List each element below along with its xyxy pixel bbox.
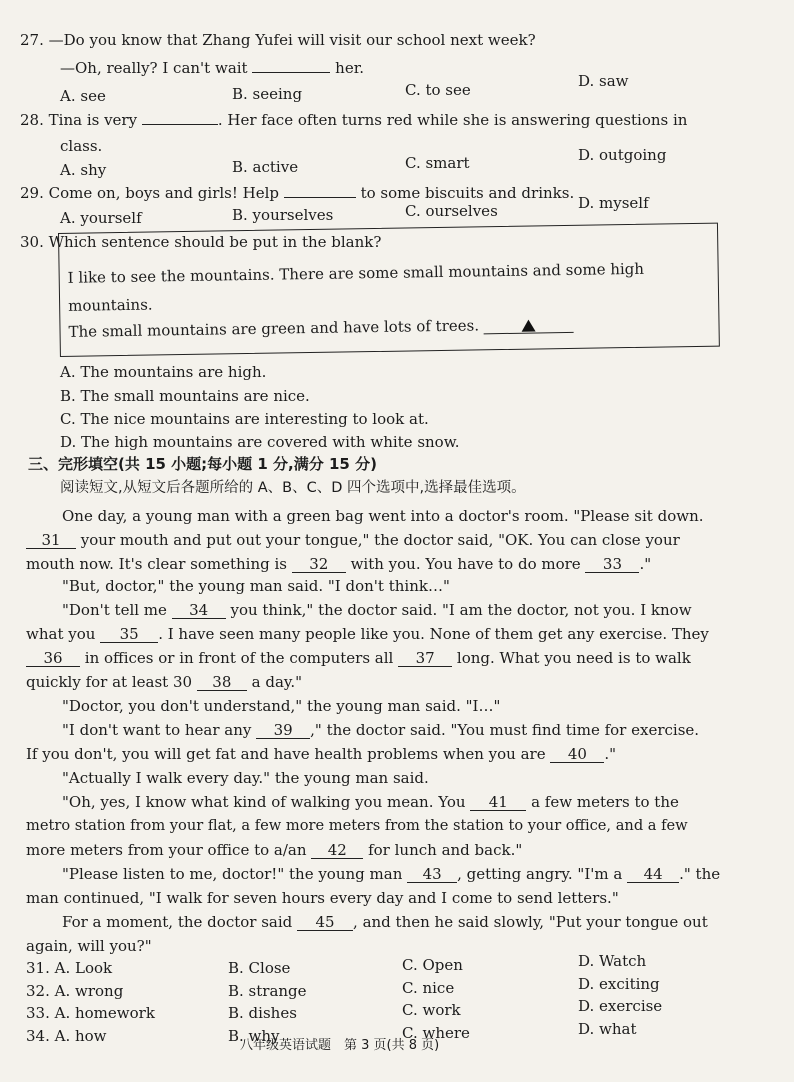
cloze-blank-40[interactable]: 40	[550, 746, 604, 763]
passage-line: man continued, "I walk for seven hours every day and I come to send letters."	[26, 889, 619, 907]
passage-line: quickly for at least 30 38 a day."	[26, 673, 303, 691]
q29-option-d[interactable]: D. myself	[578, 194, 649, 212]
q30-option-b[interactable]: B. The small mountains are nice.	[60, 387, 310, 405]
cloze-blank-32[interactable]: 32	[292, 556, 346, 573]
cloze-blank-36[interactable]: 36	[26, 650, 80, 667]
q30-stem: 30. Which sentence should be put in the blank?	[20, 233, 382, 251]
answer-33-b[interactable]: B. dishes	[228, 1004, 297, 1022]
answer-34-a[interactable]: 34. A. how	[26, 1027, 107, 1045]
q29-stem: 29. Come on, boys and girls! Help to some biscuits and drinks.	[20, 184, 575, 202]
passage-line: what you 35 . I have seen many people like you. None of them get any exercise. They	[26, 625, 709, 643]
cloze-blank-34[interactable]: 34	[172, 602, 226, 619]
answer-32-d[interactable]: D. exciting	[578, 975, 660, 993]
passage-line: For a moment, the doctor said 45 , and then he said slowly, "Put your tongue out	[62, 913, 708, 931]
q28-option-d[interactable]: D. outgoing	[578, 146, 667, 164]
triangle-marker-icon	[522, 320, 536, 332]
q28-blank[interactable]	[142, 124, 218, 125]
cloze-blank-43[interactable]: 43	[407, 866, 457, 883]
q30-box-line3: The small mountains are green and have lots of trees.	[68, 314, 574, 342]
q30-option-c[interactable]: C. The nice mountains are interesting to look at.	[60, 410, 429, 428]
passage-line: 36 in offices or in front of the computers all 37 long. What you need is to walk	[26, 648, 691, 668]
q29-blank[interactable]	[284, 197, 356, 198]
q28-option-a[interactable]: A. shy	[60, 161, 107, 179]
answer-33-c[interactable]: C. work	[402, 1001, 461, 1019]
q27-number: 27.	[20, 31, 44, 49]
passage-line: "But, doctor," the young man said. "I don't think…"	[62, 577, 450, 595]
q29-option-c[interactable]: C. ourselves	[405, 202, 498, 220]
cloze-blank-38[interactable]: 38	[197, 674, 247, 691]
cloze-blank-31[interactable]: 31	[26, 532, 76, 549]
passage-line: mouth now. It's clear something is 32 with you. You have to do more 33 ."	[26, 555, 652, 573]
passage-line: "Doctor, you don't understand," the young man said. "I…"	[62, 697, 501, 715]
section3-title: 三、完形填空(共 15 小题;每小题 1 分,满分 15 分)	[28, 455, 377, 473]
q27-line2: —Oh, really? I can't wait her.	[60, 59, 364, 77]
q30-text-box	[58, 223, 720, 357]
q29-option-b[interactable]: B. yourselves	[232, 206, 334, 224]
q30-option-a[interactable]: A. The mountains are high.	[60, 363, 267, 381]
answer-31-b[interactable]: B. Close	[228, 959, 291, 977]
cloze-blank-45[interactable]: 45	[297, 914, 353, 931]
cloze-blank-42[interactable]: 42	[311, 842, 363, 859]
answer-31-a[interactable]: 31. A. Look	[26, 959, 113, 977]
answer-32-c[interactable]: C. nice	[402, 979, 455, 997]
q27-blank[interactable]	[252, 72, 330, 73]
passage-line: "Don't tell me 34 you think," the doctor said. "I am the doctor, not you. I know	[62, 601, 692, 619]
passage-line: again, will you?"	[26, 937, 152, 955]
q28-option-b[interactable]: B. active	[232, 158, 299, 176]
passage-line: "Oh, yes, I know what kind of walking you mean. You 41 a few meters to the	[62, 793, 679, 811]
passage-line: more meters from your office to a/an 42 for lunch and back."	[26, 841, 523, 859]
page-footer: 八年级英语试题 第 3 页(共 8 页)	[240, 1038, 440, 1053]
cloze-blank-41[interactable]: 41	[470, 794, 526, 811]
answer-31-c[interactable]: C. Open	[402, 956, 463, 974]
answer-32-a[interactable]: 32. A. wrong	[26, 982, 124, 1000]
answer-34-b[interactable]: B. why	[228, 1027, 280, 1045]
passage-line: "Please listen to me, doctor!" the young man 43 , getting angry. "I'm a 44 ." the	[62, 865, 721, 883]
answer-33-a[interactable]: 33. A. homework	[26, 1004, 155, 1022]
q27-option-c[interactable]: C. to see	[405, 81, 471, 99]
q27-option-b[interactable]: B. seeing	[232, 85, 303, 103]
passage-line: "Actually I walk every day." the young man said.	[62, 769, 429, 787]
passage-line: "I don't want to hear any 39 ," the doctor said. "You must find time for exercise.	[62, 721, 700, 739]
cloze-blank-39[interactable]: 39	[256, 722, 310, 739]
answer-33-d[interactable]: D. exercise	[578, 997, 663, 1015]
answer-34-c[interactable]: C. where	[402, 1024, 470, 1042]
q30-blank[interactable]	[484, 316, 574, 334]
q30-option-d[interactable]: D. The high mountains are covered with white snow.	[60, 433, 460, 451]
q27-stem	[20, 30, 536, 50]
answer-32-b[interactable]: B. strange	[228, 982, 307, 1000]
q29-option-a[interactable]: A. yourself	[60, 209, 142, 227]
cloze-blank-37[interactable]: 37	[398, 650, 452, 667]
answer-34-d[interactable]: D. what	[578, 1020, 637, 1038]
q30-box-line2: mountains.	[68, 295, 153, 315]
passage-line: 31 your mouth and put out your tongue," the doctor said, "OK. You can close your	[26, 530, 680, 550]
cloze-blank-33[interactable]: 33	[585, 556, 639, 573]
section3-instruction: 阅读短文,从短文后各题所给的 A、B、C、D 四个选项中,选择最佳选项。	[60, 480, 526, 496]
q27-option-d[interactable]: D. saw	[578, 72, 629, 90]
q30-box-line1: I like to see the mountains. There are some small mountains and some high	[67, 259, 645, 287]
cloze-blank-44[interactable]: 44	[627, 866, 679, 883]
q27-line1: —Do you know that Zhang Yufei will visit our school next week?	[48, 31, 536, 49]
q28-stem: 28. Tina is very . Her face often turns red while she is answering questions in	[20, 111, 688, 129]
passage-line: If you don't, you will get fat and have health problems when you are 40 ."	[26, 745, 617, 763]
q27-option-a[interactable]: A. see	[60, 87, 106, 105]
passage-line: metro station from your flat, a few more meters from the station to your office, and a few	[26, 817, 688, 834]
q28-option-c[interactable]: C. smart	[405, 154, 470, 172]
cloze-blank-35[interactable]: 35	[100, 626, 158, 643]
q28-line2: class.	[60, 137, 103, 155]
passage-line: One day, a young man with a green bag went into a doctor's room. "Please sit down.	[62, 507, 704, 525]
answer-31-d[interactable]: D. Watch	[578, 952, 647, 970]
